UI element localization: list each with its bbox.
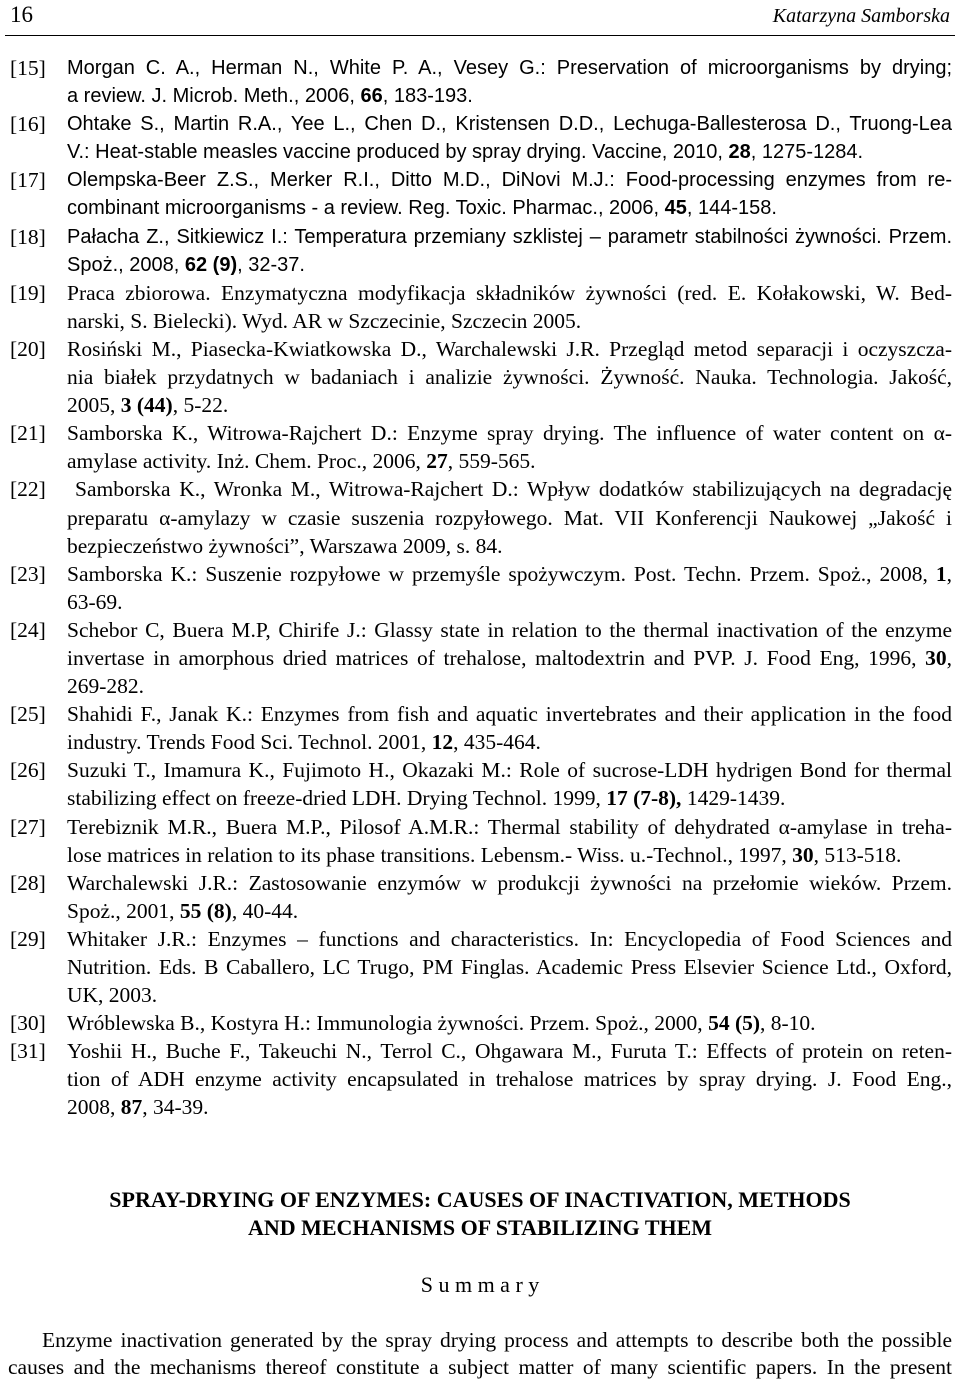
reference-body xyxy=(67,1037,952,1121)
reference-text: , 8-10. xyxy=(760,1011,816,1036)
reference-body xyxy=(67,756,952,812)
reference-item xyxy=(8,756,952,812)
reference-text: Praca zbiorowa. Enzymatyczna modyfikacja składników żywności (red. E. Kołakowski, W. Bed- xyxy=(67,280,952,305)
reference-line xyxy=(67,588,952,616)
reference-text: , xyxy=(946,561,952,586)
reference-line xyxy=(67,475,952,503)
reference-line xyxy=(67,307,952,335)
reference-number: [26] xyxy=(10,758,46,783)
reference-volume: 87 xyxy=(120,1095,143,1120)
reference-text: bezpieczeństwo żywności”, Warszawa 2009, s. 84. xyxy=(67,533,503,558)
reference-list xyxy=(8,54,952,1122)
reference-line xyxy=(67,700,952,728)
reference-text: Suzuki T., Imamura K., Fujimoto H., Okazaki M.: Role of sucrose-LDH hydrigen Bond for thermal xyxy=(67,758,952,783)
reference-text: UK, 2003. xyxy=(67,983,158,1008)
reference-item xyxy=(8,869,952,925)
reference-line xyxy=(67,784,952,812)
reference-line xyxy=(67,82,952,110)
reference-line xyxy=(67,925,952,953)
reference-number: [19] xyxy=(10,280,46,305)
reference-text: Nutrition. Eds. B Caballero, LC Trugo, PM Finglas. Academic Press Elsevier Science Ltd., Oxford, xyxy=(67,955,952,979)
reference-text: , xyxy=(946,645,952,670)
reference-text: , 34-39. xyxy=(142,1095,209,1120)
reference-number: [18] xyxy=(10,224,46,249)
page-number: 16 xyxy=(10,2,33,27)
reference-body xyxy=(67,279,952,335)
reference-text: , 435-464. xyxy=(453,730,541,755)
reference-line xyxy=(67,953,952,981)
reference-volume: 62 (9) xyxy=(184,253,238,276)
reference-text: , 183-193. xyxy=(382,85,473,108)
reference-line xyxy=(67,419,952,447)
summary-heading: S u m m a r y xyxy=(420,1272,540,1297)
reference-line xyxy=(67,869,952,897)
reference-line xyxy=(67,363,952,391)
reference-text: , 1275-1284. xyxy=(750,141,864,164)
reference-volume: 30 xyxy=(792,842,814,867)
reference-item xyxy=(8,335,952,419)
reference-text: , 144-158. xyxy=(686,197,777,220)
reference-line xyxy=(67,728,952,756)
reference-text: Spoż., 2001, xyxy=(67,898,180,923)
reference-item xyxy=(8,925,952,1009)
reference-number: [22] xyxy=(10,477,46,502)
reference-number: [15] xyxy=(10,56,46,80)
reference-text: , 5-22. xyxy=(172,393,229,418)
reference-number: [23] xyxy=(10,561,46,586)
reference-body xyxy=(67,335,952,419)
reference-item xyxy=(8,279,952,335)
reference-number: [16] xyxy=(10,112,46,137)
reference-text: Yoshii H., Buche F., Takeuchi N., Terrol C., Ohgawara M., Furuta T.: Effects of protein on reten- xyxy=(67,1039,952,1064)
reference-text: 1429-1439. xyxy=(681,786,786,811)
reference-body xyxy=(67,110,952,166)
reference-volume: 30 xyxy=(925,645,947,670)
reference-text: Terebiznik M.R., Buera M.P., Pilosof A.M.R.: Thermal stability of dehydrated α-amylase in treha- xyxy=(67,814,952,839)
running-author: Katarzyna Samborska xyxy=(772,5,950,27)
reference-text: , 32-37. xyxy=(237,253,305,276)
reference-line xyxy=(67,447,952,475)
reference-item xyxy=(8,166,952,222)
reference-text: , 40-44. xyxy=(231,898,299,923)
reference-line xyxy=(67,1065,952,1093)
reference-body xyxy=(67,1009,952,1037)
reference-line xyxy=(67,560,952,588)
reference-body xyxy=(67,560,952,616)
reference-text: Olempska-Beer Z.S., Merker R.I., Ditto M.D., DiNovi M.J.: Food-processing enzymes from re- xyxy=(67,169,952,192)
reference-line xyxy=(67,166,952,194)
reference-line xyxy=(67,223,952,251)
reference-item xyxy=(8,475,952,559)
reference-volume: 27 xyxy=(426,449,448,474)
reference-line xyxy=(67,532,952,560)
reference-line xyxy=(67,841,952,869)
reference-line xyxy=(67,672,952,700)
reference-line xyxy=(67,1009,952,1037)
reference-text: Pałacha Z., Sitkiewicz I.: Temperatura przemiany szklistej – parametr stabilności żywności. Przem. xyxy=(67,225,952,248)
summary-paragraph xyxy=(8,1327,952,1381)
reference-text: , 513-518. xyxy=(813,842,902,867)
reference-line xyxy=(67,1037,952,1065)
reference-number: [21] xyxy=(10,421,46,446)
reference-item xyxy=(8,223,952,279)
reference-text: narski, S. Bielecki). Wyd. AR w Szczecinie, Szczecin 2005. xyxy=(67,308,582,333)
reference-text: 2008, xyxy=(67,1095,121,1120)
reference-text: Samborska K.: Suszenie rozpyłowe w przemyśle spożywczym. Post. Techn. Przem. Spoż., 2008, xyxy=(67,561,936,586)
reference-body xyxy=(67,700,952,756)
reference-text: 269-282. xyxy=(67,674,145,699)
reference-body xyxy=(67,475,952,559)
reference-body xyxy=(67,223,952,279)
reference-item xyxy=(8,813,952,869)
reference-item xyxy=(8,54,952,110)
reference-text: combinant microorganisms - a review. Reg. Toxic. Pharmac., 2006, xyxy=(67,197,665,220)
reference-line xyxy=(67,54,952,82)
reference-volume: 1 xyxy=(935,561,947,586)
reference-text: Warchalewski J.R.: Zastosowanie enzymów w produkcji żywności na przełomie wieków. Przem. xyxy=(67,870,952,895)
reference-text: , 559-565. xyxy=(447,449,536,474)
reference-number: [31] xyxy=(10,1039,46,1064)
reference-volume: 3 (44) xyxy=(120,393,173,418)
reference-text: Morgan C. A., Herman N., White P. A., Vesey G.: Preservation of microorganisms by drying; xyxy=(67,57,952,79)
reference-text: amylase activity. Inż. Chem. Proc., 2006, xyxy=(67,449,427,474)
reference-text: lose matrices in relation to its phase transitions. Lebensm.- Wiss. u.-Technol., 1997, xyxy=(67,842,793,867)
header-rule xyxy=(5,35,955,36)
reference-item xyxy=(8,110,952,166)
reference-line xyxy=(67,251,952,279)
reference-body xyxy=(67,54,952,110)
reference-volume: 55 (8) xyxy=(179,898,232,923)
reference-text: Shahidi F., Janak K.: Enzymes from fish and aquatic invertebrates and their application in the food xyxy=(67,702,952,727)
reference-line xyxy=(67,644,952,672)
reference-text: Samborska K., Witrowa-Rajchert D.: Enzyme spray drying. The influence of water content on α- xyxy=(67,421,952,446)
reference-body xyxy=(67,813,952,869)
reference-text: 2005, xyxy=(67,393,121,418)
reference-line xyxy=(67,335,952,363)
reference-item xyxy=(8,700,952,756)
reference-item xyxy=(8,1037,952,1121)
reference-text: Spoż., 2008, xyxy=(67,253,185,276)
reference-text: preparatu α-amylazy w czasie suszenia rozpyłowego. Mat. VII Konferencji Naukowej „Jakość i xyxy=(67,505,952,530)
summary-title xyxy=(0,1186,960,1242)
reference-volume: 12 xyxy=(431,730,454,755)
reference-number: [28] xyxy=(10,870,46,895)
reference-text: Samborska K., Wronka M., Witrowa-Rajchert D.: Wpływ dodatków stabilizujących na degradację xyxy=(75,477,952,502)
reference-text: Whitaker J.R.: Enzymes – functions and characteristics. In: Encyclopedia of Food Sciences and xyxy=(67,926,952,951)
summary-line: causes and the mechanisms thereof constitute a subject matter of many scientific papers. In the present xyxy=(8,1355,952,1379)
reference-line xyxy=(67,813,952,841)
reference-text: 63-69. xyxy=(67,589,123,614)
reference-line xyxy=(67,138,952,166)
reference-line xyxy=(67,110,952,138)
reference-text: Ohtake S., Martin R.A., Yee L., Chen D., Kristensen D.D., Lechuga-Ballesterosa D., Truong-Lea xyxy=(67,113,952,136)
reference-text: nia białek przydatnych w badaniach i analizie żywności. Żywność. Nauka. Technologia. Jakość, xyxy=(67,365,952,390)
reference-body xyxy=(67,925,952,1009)
reference-body xyxy=(67,616,952,700)
reference-number: [17] xyxy=(10,168,46,193)
reference-number: [27] xyxy=(10,814,46,839)
reference-text: a review. J. Microb. Meth., 2006, xyxy=(67,85,361,108)
reference-body xyxy=(67,166,952,222)
reference-volume: 28 xyxy=(728,141,751,164)
reference-text: V.: Heat-stable measles vaccine produced by spray drying. Vaccine, 2010, xyxy=(67,141,729,164)
summary-line: Enzyme inactivation generated by the spray drying process and attempts to describe both the possible xyxy=(42,1328,952,1352)
reference-item xyxy=(8,419,952,475)
reference-body xyxy=(67,419,952,475)
reference-line xyxy=(67,194,952,222)
reference-text: invertase in amorphous dried matrices of trehalose, maltodextrin and PVP. J. Food Eng, 1996, xyxy=(67,645,926,670)
reference-line xyxy=(67,981,952,1009)
reference-volume: 45 xyxy=(664,197,687,220)
reference-line xyxy=(67,1093,952,1121)
reference-body xyxy=(67,869,952,925)
reference-line xyxy=(67,504,952,532)
reference-number: [20] xyxy=(10,336,46,361)
reference-item xyxy=(8,616,952,700)
reference-line xyxy=(67,756,952,784)
reference-line xyxy=(67,897,952,925)
reference-line xyxy=(67,279,952,307)
reference-line xyxy=(67,616,952,644)
reference-volume: 54 (5) xyxy=(708,1011,761,1036)
reference-text: Schebor C, Buera M.P, Chirife J.: Glassy state in relation to the thermal inactivation of the enzyme xyxy=(67,617,952,642)
reference-text: Rosiński M., Piasecka-Kwiatkowska D., Warchalewski J.R. Przegląd metod separacji i oczyszcza- xyxy=(67,336,952,361)
reference-number: [29] xyxy=(10,926,46,951)
reference-volume: 17 (7-8), xyxy=(606,786,682,811)
reference-item xyxy=(8,560,952,616)
reference-volume: 66 xyxy=(360,85,383,108)
reference-number: [30] xyxy=(10,1011,46,1036)
reference-text: industry. Trends Food Sci. Technol. 2001, xyxy=(67,730,432,755)
reference-line xyxy=(67,391,952,419)
reference-number: [24] xyxy=(10,617,46,642)
reference-item xyxy=(8,1009,952,1037)
reference-number: [25] xyxy=(10,702,46,727)
reference-text: tion of ADH enzyme activity encapsulated in trehalose matrices by spray drying. J. Food Eng., xyxy=(67,1067,952,1092)
reference-text: stabilizing effect on freeze-dried LDH. Drying Technol. 1999, xyxy=(67,786,607,811)
summary-title-line: SPRAY-DRYING OF ENZYMES: CAUSES OF INACTIVATION, METHODS xyxy=(109,1187,851,1212)
summary-title-line: AND MECHANISMS OF STABILIZING THEM xyxy=(247,1215,713,1240)
reference-text: Wróblewska B., Kostyra H.: Immunologia żywności. Przem. Spoż., 2000, xyxy=(67,1011,709,1036)
